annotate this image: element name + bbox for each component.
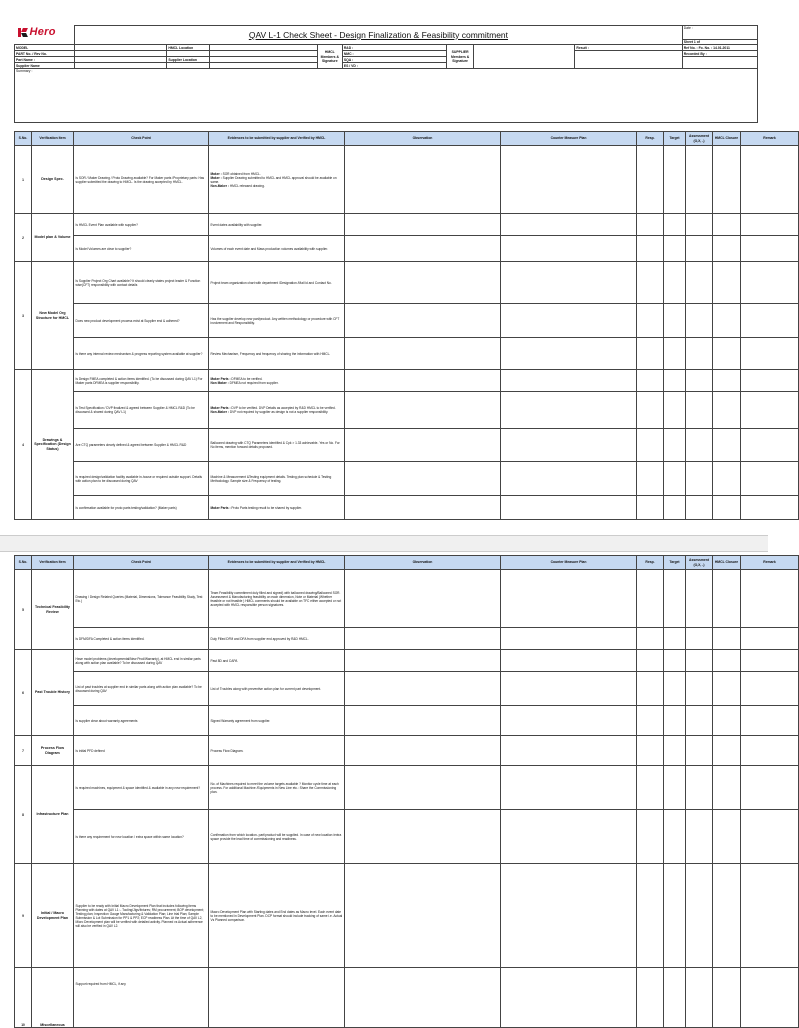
table-row (15, 628, 799, 650)
evidence: Ballooned drawing with CTQ Parameters identified & Cpk > 1.33 achievable- Yes or No. For No items, mention forward details proposed. (209, 429, 345, 462)
date-label: Date : (682, 26, 757, 40)
closure-field[interactable] (713, 262, 741, 304)
col-remark: Remark (741, 556, 799, 570)
remark-field[interactable] (741, 262, 799, 304)
form-header (14, 25, 758, 123)
table-row (15, 304, 799, 338)
observation-field[interactable] (345, 810, 501, 864)
counter-field[interactable] (501, 706, 637, 736)
recorded-value[interactable] (682, 57, 757, 69)
sheet-label: Sheet 1 of (682, 40, 757, 45)
observation-field[interactable] (345, 236, 501, 262)
checklist-table-page-2 (14, 555, 799, 1028)
check-point: Support required from HMCL, if any (74, 968, 209, 1028)
col-counter: Counter Measure Plan (501, 132, 637, 146)
supplier-name-label: Supplier Name (15, 63, 75, 69)
remark-field[interactable] (741, 370, 799, 392)
closure-field[interactable] (713, 370, 741, 392)
verification-item: Technical Feasibility Review (32, 570, 74, 650)
evidence: Process Flow Diagram. (209, 736, 345, 766)
resp-field[interactable] (637, 429, 664, 462)
table-header-row (15, 556, 799, 570)
target-field[interactable] (664, 810, 686, 864)
observation-field[interactable] (345, 214, 501, 236)
table-row (15, 429, 799, 462)
assessment-field[interactable] (686, 628, 713, 650)
assessment-field[interactable] (686, 262, 713, 304)
company-logo (15, 26, 75, 40)
section-number: 6 (15, 650, 32, 736)
evidence: Maker Parts : Proto Parts testing result to be shared by supplier. (209, 496, 345, 520)
table-row (15, 236, 799, 262)
target-field[interactable] (664, 672, 686, 706)
check-point: Is there any internal review mechanism & progress reporting system available at supplier? (74, 338, 209, 370)
counter-field[interactable] (501, 570, 637, 628)
check-point: Is SOR / Maker Drawing / Proto Drawing available? For Maker parts /Proprietary parts: Has supplier submitted the drawing to HMCL. Is the drawing accepted by HMCL. (74, 146, 209, 214)
target-field[interactable] (664, 370, 686, 392)
check-point: Is Supplier Project Org Chart available? It should clearly states project leader & Function wise(CFT) responsibility with contact details (74, 262, 209, 304)
verification-item: Design Spec. (32, 146, 74, 214)
col-closure: HMCL Closure (713, 132, 741, 146)
remark-field[interactable] (741, 462, 799, 496)
counter-field[interactable] (501, 214, 637, 236)
counter-field[interactable] (501, 462, 637, 496)
remark-field[interactable] (741, 338, 799, 370)
closure-field[interactable] (713, 392, 741, 429)
assessment-field[interactable] (686, 214, 713, 236)
verification-item: New Model Org Structure for HMCL (32, 262, 74, 370)
part-name-label: Part Name : (15, 57, 75, 63)
col-assessment: Assessment (O,X, -) (686, 556, 713, 570)
supplier-location-label: Supplier Location (167, 57, 210, 63)
assessment-field[interactable] (686, 370, 713, 392)
remark-field[interactable] (741, 304, 799, 338)
check-point: Is required machines, equipment & space identified & available in any new requirement? (74, 766, 209, 810)
resp-field[interactable] (637, 650, 664, 672)
resp-field[interactable] (637, 864, 664, 968)
remark-field[interactable] (741, 672, 799, 706)
remark-field[interactable] (741, 214, 799, 236)
counter-field[interactable] (501, 810, 637, 864)
assessment-field[interactable] (686, 429, 713, 462)
target-field[interactable] (664, 968, 686, 1028)
col-observation: Observation (345, 556, 501, 570)
rd-label: R&D : (342, 45, 446, 51)
observation-field[interactable] (345, 370, 501, 392)
remark-field[interactable] (741, 736, 799, 766)
assessment-field[interactable] (686, 146, 713, 214)
col-item: Verification Item (32, 556, 74, 570)
assessment-field[interactable] (686, 338, 713, 370)
section-number: 7 (15, 736, 32, 766)
closure-field[interactable] (713, 214, 741, 236)
closure-field[interactable] (713, 304, 741, 338)
check-point: Is supplier clear about warranty agreements (74, 706, 209, 736)
observation-field[interactable] (345, 968, 501, 1028)
target-field[interactable] (664, 338, 686, 370)
hmcl-location-label: HMCL Location (167, 45, 210, 51)
counter-field[interactable] (501, 496, 637, 520)
target-field[interactable] (664, 304, 686, 338)
table-row (15, 496, 799, 520)
es-vd-label: ES / VD : (342, 63, 446, 69)
counter-field[interactable] (501, 392, 637, 429)
observation-field[interactable] (345, 462, 501, 496)
observation-field[interactable] (345, 706, 501, 736)
table-row (15, 766, 799, 810)
evidence: Team Feasibility commitment duly filled and signed) with ballooned drawing/Ballooned SOR. Assessment & Manufacturing feasibility on each dimension, Note or Material (Whether feasible or not feasible ) HMCL comments should be available on TFC either accepted or not accepted with HMCL responsible person signatures. (209, 570, 345, 628)
observation-field[interactable] (345, 766, 501, 810)
evidence: Maker Parts : DVP to be verified. DVP Details as accepted by R&D HMCL to be verified. Non-Maker : DVP not required by supplier as design is not a supplier responsibility. (209, 392, 345, 429)
table-row (15, 736, 799, 766)
closure-field[interactable] (713, 462, 741, 496)
assessment-field[interactable] (686, 968, 713, 1028)
closure-field[interactable] (713, 496, 741, 520)
table-row (15, 262, 799, 304)
resp-field[interactable] (637, 706, 664, 736)
resp-field[interactable] (637, 304, 664, 338)
counter-field[interactable] (501, 766, 637, 810)
evidence: Maker Parts : DFMEA to be verified. Non Maker : DFMEA not required from supplier. (209, 370, 345, 392)
evidence: Machine & Measurement &Testing equipment details. Testing plan schedule & Testing Methodology. Sample size & Frequency of testing. (209, 462, 345, 496)
resp-field[interactable] (637, 370, 664, 392)
target-field[interactable] (664, 429, 686, 462)
col-sno: S.No. (15, 132, 32, 146)
table-row (15, 338, 799, 370)
assessment-field[interactable] (686, 810, 713, 864)
remark-field[interactable] (741, 706, 799, 736)
target-field[interactable] (664, 496, 686, 520)
counter-field[interactable] (501, 864, 637, 968)
verification-item: Infrastructure Plan (32, 766, 74, 864)
closure-field[interactable] (713, 864, 741, 968)
table-row (15, 810, 799, 864)
observation-field[interactable] (345, 628, 501, 650)
section-number: 9 (15, 864, 32, 968)
table-header-row (15, 132, 799, 146)
table-row (15, 462, 799, 496)
target-field[interactable] (664, 570, 686, 628)
verification-item: Process Flow Diagram (32, 736, 74, 766)
counter-field[interactable] (501, 672, 637, 706)
section-number: 1 (15, 146, 32, 214)
observation-field[interactable] (345, 650, 501, 672)
check-point: List of past troubles at supplier end in similar parts along with action plan available? To be discussed during QAV (74, 672, 209, 706)
closure-field[interactable] (713, 146, 741, 214)
resp-field[interactable] (637, 262, 664, 304)
assessment-field[interactable] (686, 462, 713, 496)
counter-field[interactable] (501, 262, 637, 304)
observation-field[interactable] (345, 864, 501, 968)
col-closure: HMCL Closure (713, 556, 741, 570)
evidence: List of Troubles along with preventive action plan for current part development. (209, 672, 345, 706)
check-point: Are CTQ parameters clearly defined & agreed between Supplier & HMCL R&D (74, 429, 209, 462)
check-point: Have model problems (developmental/New Prod/Warranty), at HMCL end in similar parts along with action plan available? To be discussed during QAV (74, 650, 209, 672)
target-field[interactable] (664, 146, 686, 214)
check-point: Is Model Volumes are clear to supplier? (74, 236, 209, 262)
observation-field[interactable] (345, 496, 501, 520)
counter-field[interactable] (501, 304, 637, 338)
nmc-label: NMC : (342, 51, 446, 57)
assessment-field[interactable] (686, 304, 713, 338)
target-field[interactable] (664, 864, 686, 968)
target-field[interactable] (664, 392, 686, 429)
remark-field[interactable] (741, 628, 799, 650)
col-evidence: Evidences to be submitted by supplier and Verified by HMCL (209, 556, 345, 570)
closure-field[interactable] (713, 650, 741, 672)
target-field[interactable] (664, 214, 686, 236)
resp-field[interactable] (637, 628, 664, 650)
assessment-field[interactable] (686, 706, 713, 736)
col-evidence: Evidences to be submitted by supplier and Verified by HMCL (209, 132, 345, 146)
closure-field[interactable] (713, 570, 741, 628)
check-point: Is initial PFD defined (74, 736, 209, 766)
table-row (15, 706, 799, 736)
table-row (15, 214, 799, 236)
evidence: No. of Machines required to meet the volume targets available ? Monitor cycle time at each process. For additional Machine /Equipments in New Line etc.: Share the Commissioning plan. (209, 766, 345, 810)
recorded-label: Recorded By : (682, 51, 757, 57)
closure-field[interactable] (713, 736, 741, 766)
target-field[interactable] (664, 262, 686, 304)
remark-field[interactable] (741, 236, 799, 262)
target-field[interactable] (664, 628, 686, 650)
assessment-field[interactable] (686, 766, 713, 810)
verification-item: Miscellaneous (32, 968, 74, 1028)
resp-field[interactable] (637, 736, 664, 766)
remark-field[interactable] (741, 968, 799, 1028)
evidence: Review Mechanism, Frequency and frequency of sharing the information with HMCL. (209, 338, 345, 370)
section-number: 4 (15, 370, 32, 520)
resp-field[interactable] (637, 392, 664, 429)
remark-field[interactable] (741, 146, 799, 214)
check-point: Does new product development process exist at Supplier end & adhered? (74, 304, 209, 338)
remark-field[interactable] (741, 570, 799, 628)
resp-field[interactable] (637, 496, 664, 520)
observation-field[interactable] (345, 672, 501, 706)
evidence: Project team organization chart with department /Designation /Mail id and Contact No. (209, 262, 345, 304)
evidence: Macro Development Plan with Starting dates and End dates as Macro level. Each event date to be mentioned in Development Plan. DCP format should include tracking of same i.e. Actual Vs Planned comparison. (209, 864, 345, 968)
table-row (15, 864, 799, 968)
section-number: 5 (15, 570, 32, 650)
observation-field[interactable] (345, 736, 501, 766)
evidence: Confirmation from which location- part/product will be supplied. In case of new location /extra space provide the lead time of commissioning and readiness. (209, 810, 345, 864)
remark-field[interactable] (741, 650, 799, 672)
check-point: Is HMCL Event Plan available with supplier? (74, 214, 209, 236)
observation-field[interactable] (345, 146, 501, 214)
col-item: Verification Item (32, 132, 74, 146)
col-check: Check Point (74, 556, 209, 570)
remark-field[interactable] (741, 766, 799, 810)
table-row (15, 570, 799, 628)
observation-field[interactable] (345, 392, 501, 429)
resp-field[interactable] (637, 810, 664, 864)
ref-label: Ref No. : Fo. No. : 14.01.2011 (682, 45, 757, 51)
page-break (0, 535, 768, 552)
verification-item: Past Trouble History (32, 650, 74, 736)
checklist-table-page-1 (14, 131, 799, 520)
section-number: 3 (15, 262, 32, 370)
remark-field[interactable] (741, 810, 799, 864)
resp-field[interactable] (637, 146, 664, 214)
target-field[interactable] (664, 462, 686, 496)
section-number: 10 (15, 968, 32, 1028)
closure-field[interactable] (713, 766, 741, 810)
assessment-field[interactable] (686, 496, 713, 520)
evidence: Has the supplier develop new part/product. Any written methodology or procedure with CFT involvement and Responsibility. (209, 304, 345, 338)
table-row (15, 146, 799, 214)
resp-field[interactable] (637, 214, 664, 236)
closure-field[interactable] (713, 968, 741, 1028)
col-target: Target (664, 556, 686, 570)
col-counter: Counter Measure Plan (501, 556, 637, 570)
logo-text: Hero (29, 25, 56, 38)
closure-field[interactable] (713, 672, 741, 706)
counter-field[interactable] (501, 650, 637, 672)
hero-logo-icon (18, 28, 27, 37)
check-point: Drawing / Design Related Queries (Material, Dimensions, Tolerance Feasibility Study, Test Etc.) (74, 570, 209, 628)
model-label: MODEL (15, 45, 75, 51)
part-no-label: PART No. / Rev No. (15, 51, 75, 57)
counter-field[interactable] (501, 338, 637, 370)
counter-field[interactable] (501, 429, 637, 462)
observation-field[interactable] (345, 262, 501, 304)
closure-field[interactable] (713, 628, 741, 650)
observation-field[interactable] (345, 338, 501, 370)
resp-field[interactable] (637, 236, 664, 262)
counter-field[interactable] (501, 236, 637, 262)
summary-label: Summary : (16, 69, 33, 74)
table-row (15, 968, 799, 1028)
table-row (15, 650, 799, 672)
evidence: Duly Filled DFM and DFA from supplier end approved by R&D HMCL. (209, 628, 345, 650)
assessment-field[interactable] (686, 570, 713, 628)
summary-field[interactable] (15, 69, 758, 123)
col-resp: Resp. (637, 132, 664, 146)
remark-field[interactable] (741, 496, 799, 520)
counter-field[interactable] (501, 146, 637, 214)
observation-field[interactable] (345, 429, 501, 462)
closure-field[interactable] (713, 338, 741, 370)
table-row (15, 370, 799, 392)
counter-field[interactable] (501, 370, 637, 392)
assessment-field[interactable] (686, 672, 713, 706)
page-title: QAV L-1 Check Sheet - Design Finalization & Feasibility commitment (75, 26, 683, 45)
section-number: 2 (15, 214, 32, 262)
table-row (15, 392, 799, 429)
sqa-label: SQA : (342, 57, 446, 63)
assessment-field[interactable] (686, 650, 713, 672)
evidence: Event dates availability with supplier. (209, 214, 345, 236)
resp-field[interactable] (637, 462, 664, 496)
closure-field[interactable] (713, 429, 741, 462)
counter-field[interactable] (501, 968, 637, 1028)
counter-field[interactable] (501, 736, 637, 766)
observation-field[interactable] (345, 570, 501, 628)
check-point: Is Test Specification / DVP finalized & agreed between Supplier & HMCL R&D (To be discussed & shared during QAV L1) (74, 392, 209, 429)
verification-item: Drawings & Specification (Design Status) (32, 370, 74, 520)
resp-field[interactable] (637, 968, 664, 1028)
resp-field[interactable] (637, 672, 664, 706)
observation-field[interactable] (345, 304, 501, 338)
check-point: Is required design/validation facility available in-house or required outside support. Details with action plan to be discussed during QAV (74, 462, 209, 496)
remark-field[interactable] (741, 392, 799, 429)
closure-field[interactable] (713, 706, 741, 736)
resp-field[interactable] (637, 766, 664, 810)
target-field[interactable] (664, 236, 686, 262)
check-point: Is there any requirement for new location / extra space within same location? (74, 810, 209, 864)
hmcl-members-label: HMCL Members & Signature (317, 45, 342, 69)
closure-field[interactable] (713, 810, 741, 864)
evidence: Past 8D and CAPA (209, 650, 345, 672)
evidence: Volumes of each event date and Mass production volumes availability with supplier. (209, 236, 345, 262)
col-observation: Observation (345, 132, 501, 146)
check-point: Is Design FMEA completed & action items identified. (To be discussed during QAV L1) For Maker parts DFMEA is supplier responsibility. (74, 370, 209, 392)
col-target: Target (664, 132, 686, 146)
check-point: Is DFM/DFA Completed & action items identified. (74, 628, 209, 650)
section-number: 8 (15, 766, 32, 864)
col-assessment: Assessment (O,X, -) (686, 132, 713, 146)
resp-field[interactable] (637, 570, 664, 628)
evidence: Maker : SOR obtained from HMCL. Maker : Supplier Drawing submitted to HMCL and HMCL approval should be available on same. Non-Maker : HMCL released drawing. (209, 146, 345, 214)
col-sno: S.No. (15, 556, 32, 570)
assessment-field[interactable] (686, 864, 713, 968)
col-remark: Remark (741, 132, 799, 146)
table-row (15, 672, 799, 706)
assessment-field[interactable] (686, 236, 713, 262)
col-resp: Resp. (637, 556, 664, 570)
evidence: Signed Warranty agreement from supplier. (209, 706, 345, 736)
target-field[interactable] (664, 766, 686, 810)
target-field[interactable] (664, 706, 686, 736)
remark-field[interactable] (741, 864, 799, 968)
target-field[interactable] (664, 650, 686, 672)
col-check: Check Point (74, 132, 209, 146)
counter-field[interactable] (501, 628, 637, 650)
closure-field[interactable] (713, 236, 741, 262)
assessment-field[interactable] (686, 392, 713, 429)
evidence (209, 968, 345, 1028)
target-field[interactable] (664, 736, 686, 766)
verification-item: Initial / Macro Development Plan (32, 864, 74, 968)
result-label: Result : (575, 45, 682, 51)
result-value[interactable] (575, 51, 682, 69)
supplier-members-label: SUPPLIER Members & Signature (447, 45, 474, 69)
check-point: Is confirmation available for proto parts testing/validation? (Maker parts) (74, 496, 209, 520)
verification-item: Model plan & Volume (32, 214, 74, 262)
assessment-field[interactable] (686, 736, 713, 766)
remark-field[interactable] (741, 429, 799, 462)
check-point: Supplier to be ready with Initial Macro Development Plan that includes following items Planning with dates at QAV L1 :- Tooling/Jigs/fixtures; RM procurement; BOP development; Testing plan; Inspection Gauge Manufacturing & Validation Plan; Line trial Plan; Sample Submission & Lot Submission for PP1 & PP2; ECP readiness Plan. At the time of QAV L2, Micro Development plan will be verified with detailed activity. Planned vs Actual adherence will also be verified in QAV L2. (74, 864, 209, 968)
supplier-members-value[interactable] (474, 45, 575, 69)
resp-field[interactable] (637, 338, 664, 370)
